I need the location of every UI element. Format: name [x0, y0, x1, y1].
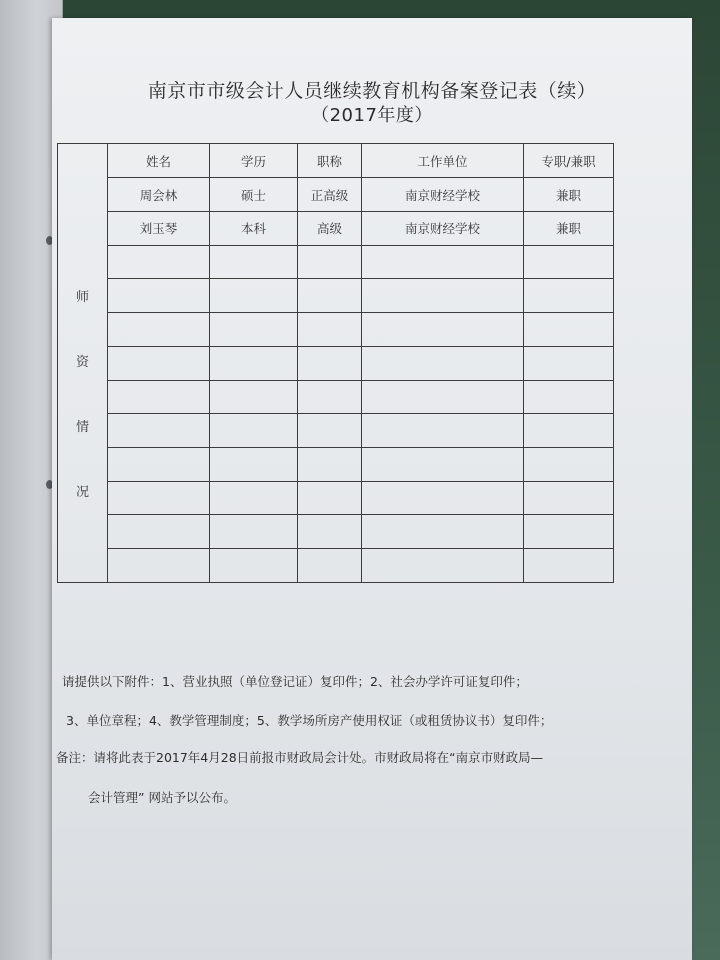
note-text: 3、单位章程；4、教学管理制度；5、教学场所房产使用权证（或租赁协议书）复印件；: [66, 713, 553, 728]
table-cell: [108, 346, 210, 380]
table-cell: [108, 279, 210, 313]
table-cell: 本科: [210, 211, 298, 245]
table-row: [58, 380, 614, 414]
table-cell: 高级: [298, 211, 362, 245]
table-cell: [524, 515, 614, 549]
side-label-char: 师: [75, 290, 89, 305]
table-cell: [108, 481, 210, 515]
table-cell: [298, 414, 362, 448]
table-row: [58, 515, 614, 549]
form-subtitle: （2017年度）: [311, 105, 433, 126]
table-cell: 兼职: [524, 178, 614, 212]
note-text: 请提供以下附件：1、营业执照（单位登记证）复印件；2、社会办学许可证复印件；: [62, 674, 528, 689]
table-cell: 南京财经学校: [362, 178, 524, 212]
table-cell: 硕士: [210, 178, 298, 212]
table-row: [58, 549, 614, 583]
table-cell: [362, 380, 524, 414]
form-title: 南京市市级会计人员继续教育机构备案登记表（续）: [147, 80, 597, 102]
table-row: [58, 481, 614, 515]
table-cell: [362, 448, 524, 482]
table-cell: [362, 346, 524, 380]
table-cell: [108, 313, 210, 347]
table-cell: [210, 245, 298, 279]
column-header: 学历: [210, 144, 298, 178]
column-header: 姓名: [108, 144, 210, 178]
table-cell: [524, 279, 614, 313]
column-header: 职称: [298, 144, 362, 178]
table-cell: [524, 549, 614, 583]
table-row: [58, 211, 614, 245]
table-cell: [524, 245, 614, 279]
table-cell: [210, 414, 298, 448]
table-cell: [362, 414, 524, 448]
table-cell: [298, 549, 362, 583]
table-cell: [298, 448, 362, 482]
attachment-note-line-2: [66, 711, 706, 729]
table-cell: [524, 313, 614, 347]
table-cell: 正高级: [298, 178, 362, 212]
table-cell: [298, 515, 362, 549]
table-cell: [108, 515, 210, 549]
table-cell: [210, 549, 298, 583]
table-cell: [524, 448, 614, 482]
table-cell: [298, 279, 362, 313]
document-sheet: [52, 18, 692, 960]
note-text: 会计管理” 网站予以公布。: [88, 790, 236, 805]
table-cell: [210, 448, 298, 482]
table-cell: [108, 414, 210, 448]
table-row: [58, 178, 614, 212]
table-cell: [210, 279, 298, 313]
table-row: [58, 414, 614, 448]
table-cell: [298, 313, 362, 347]
side-label-char: 况: [75, 485, 89, 500]
attachment-note-line-1: [62, 672, 702, 690]
table-cell: [362, 313, 524, 347]
table-cell: 南京财经学校: [362, 211, 524, 245]
table-cell: [108, 549, 210, 583]
table-cell: [362, 245, 524, 279]
teacher-table: [57, 143, 614, 583]
table-header-row: [58, 144, 614, 178]
side-label-cell: [58, 144, 108, 583]
table-cell: [298, 380, 362, 414]
table-cell: [210, 380, 298, 414]
table-row: [58, 245, 614, 279]
table-cell: [362, 481, 524, 515]
note-text: 备注：请将此表于2017年4月28日前报市财政局会计处。市财政局将在“南京市财政局—: [56, 750, 544, 765]
table-cell: [298, 346, 362, 380]
table-cell: 刘玉琴: [108, 211, 210, 245]
table-cell: [210, 346, 298, 380]
table-cell: 周会林: [108, 178, 210, 212]
table-row: [58, 279, 614, 313]
table-row: [58, 346, 614, 380]
table-cell: [210, 481, 298, 515]
side-label: [58, 114, 107, 612]
remark-line-1: [56, 748, 696, 766]
remark-line-2: [88, 788, 720, 806]
table-cell: [210, 515, 298, 549]
table-cell: [298, 481, 362, 515]
table-row: [58, 448, 614, 482]
column-header: 专职/兼职: [524, 144, 614, 178]
side-label-char: 资: [75, 355, 89, 370]
table-cell: 兼职: [524, 211, 614, 245]
table-row: [58, 313, 614, 347]
table-cell: [108, 448, 210, 482]
table-cell: [524, 414, 614, 448]
table-cell: [362, 549, 524, 583]
table-cell: [524, 380, 614, 414]
table-cell: [108, 380, 210, 414]
table-cell: [362, 515, 524, 549]
table-cell: [108, 245, 210, 279]
side-label-char: 情: [75, 420, 89, 435]
column-header: 工作单位: [362, 144, 524, 178]
table-cell: [524, 346, 614, 380]
table-cell: [524, 481, 614, 515]
table-cell: [298, 245, 362, 279]
table-cell: [362, 279, 524, 313]
table-cell: [210, 313, 298, 347]
